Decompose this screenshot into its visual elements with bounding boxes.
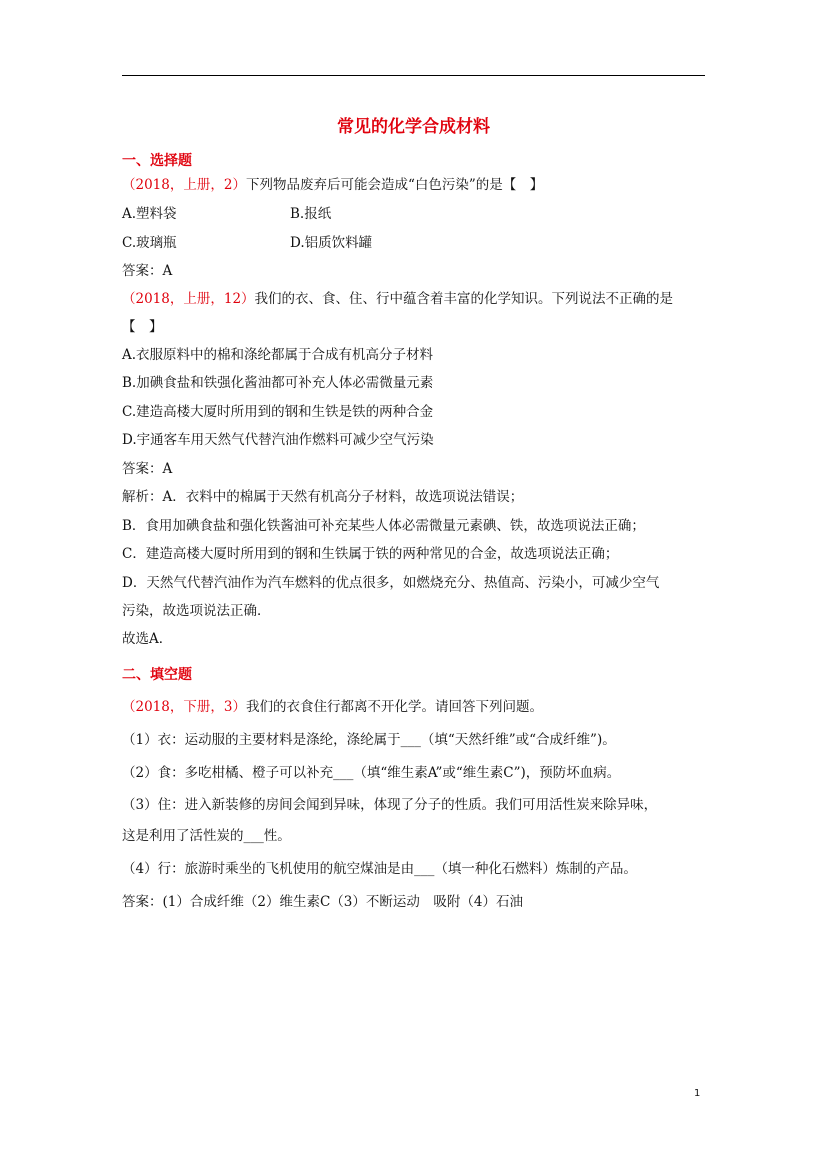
question-source: （2018，上册，12） [122, 291, 255, 307]
option-b: B.报纸 [290, 206, 332, 222]
question-3 [122, 697, 543, 717]
document-title: 常见的化学合成材料 [337, 117, 490, 137]
analysis-line: B．食用加碘食盐和强化铁酱油可补充某些人体必需微量元素碘、铁，故选项说法正确； [122, 518, 645, 534]
fill-item: （4）行：旅游时乘坐的飞机使用的航空煤油是由___（填一种化石燃料）炼制的产品。 [122, 861, 637, 877]
fill-item: （3）住：进入新装修的房间会闻到异味，体现了分子的性质。我们可用活性炭来除异味， [122, 797, 658, 813]
question-stem: 我们的衣食住行都离不开化学。请回答下列问题。 [245, 699, 543, 715]
question-2-bracket: 【 】 [122, 319, 163, 335]
section-heading-choice: 一、选择题 [122, 153, 192, 169]
analysis-line: D．天然气代替汽油作为汽车燃料的优点很多，如燃烧充分、热值高、污染小，可减少空气 [122, 575, 660, 591]
option-c: C.玻璃瓶 [122, 235, 177, 251]
answer-3: 答案：(1）合成纤维（2）维生素C（3）不断运动 吸附（4）石油 [122, 894, 523, 910]
answer-1: 答案：A [122, 263, 173, 279]
header-rule [122, 75, 705, 76]
option-d: D.宇通客车用天然气代替汽油作燃料可减少空气污染 [122, 432, 434, 448]
answer-2: 答案：A [122, 461, 173, 477]
question-source: （2018，下册，3） [122, 699, 246, 715]
question-stem: 下列物品废弃后可能会造成“白色污染”的是【 】 [245, 177, 544, 193]
question-1 [122, 175, 543, 195]
fill-item: （2）食：多吃柑橘、橙子可以补充___（填“维生素A”或“维生素C”)，预防坏血病。 [122, 765, 621, 781]
analysis-line: C．建造高楼大厦时所用到的钢和生铁属于铁的两种常见的合金，故选项说法正确； [122, 546, 619, 562]
option-c: C.建造高楼大厦时所用到的钢和生铁是铁的两种合金 [122, 404, 434, 420]
option-a: A.衣服原料中的棉和涤纶都属于合成有机高分子材料 [122, 347, 434, 363]
option-a: A.塑料袋 [122, 206, 177, 222]
option-d: D.铝质饮料罐 [290, 235, 373, 251]
question-2 [122, 289, 673, 309]
question-source: （2018，上册，2） [122, 177, 246, 193]
fill-item: （1）衣：运动服的主要材料是涤纶，涤纶属于___（填“天然纤维”或“合成纤维”)。 [122, 732, 616, 748]
section-heading-fill: 二、填空题 [122, 667, 192, 683]
analysis-line: 污染，故选项说法正确． [122, 603, 271, 619]
analysis-line: 解析：A．衣料中的棉属于天然有机高分子材料，故选项说法错误； [122, 489, 524, 505]
page-number: 1 [694, 1088, 701, 1099]
analysis-conclusion: 故选A． [122, 631, 173, 647]
option-b: B.加碘食盐和铁强化酱油都可补充人体必需微量元素 [122, 375, 434, 391]
fill-item: 这是利用了活性炭的___性。 [122, 828, 291, 844]
question-stem: 我们的衣、食、住、行中蕴含着丰富的化学知识。下列说法不正确的是 [254, 291, 674, 307]
